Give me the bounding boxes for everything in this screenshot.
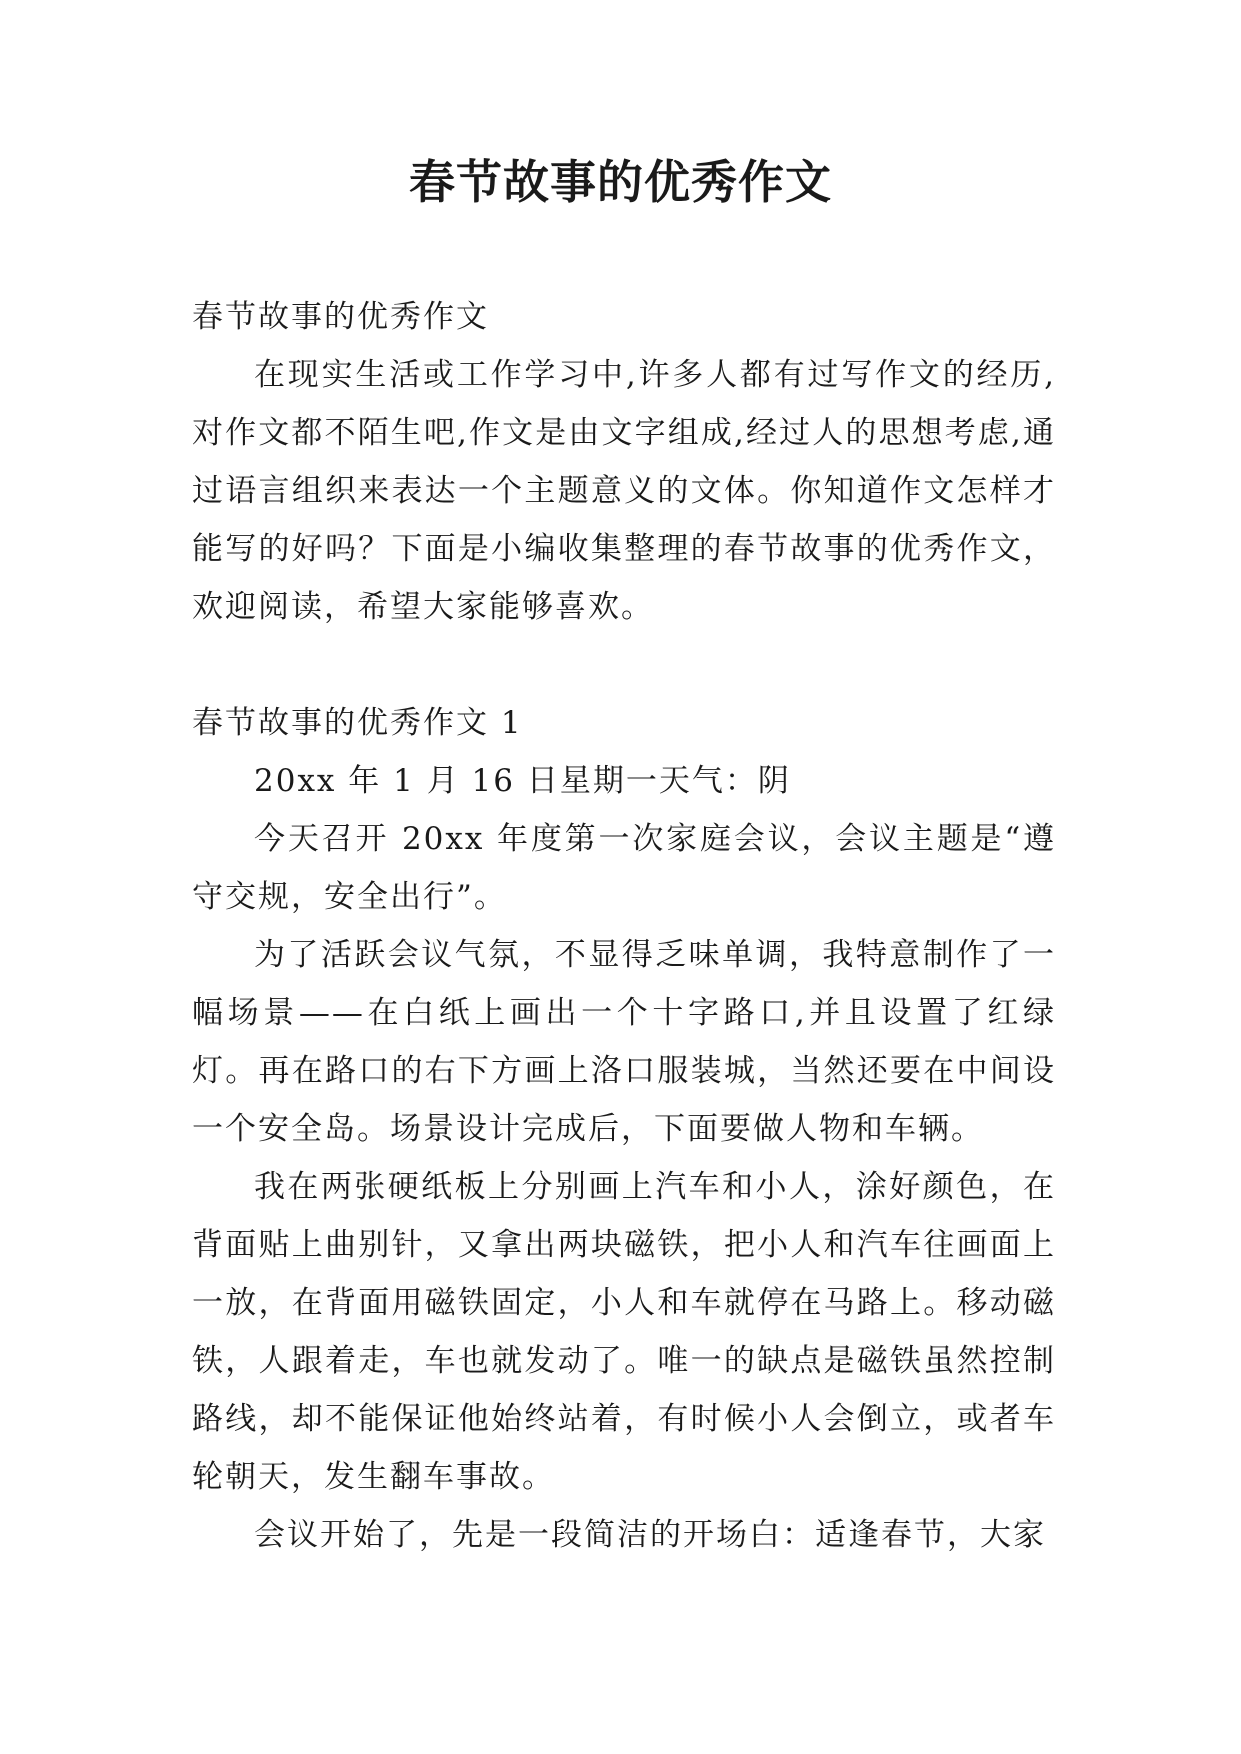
document-title: 春节故事的优秀作文 <box>409 155 832 209</box>
section-spacer <box>192 636 1056 694</box>
section-1-paragraph: 我在两张硬纸板上分别画上汽车和小人，涂好颜色，在背面贴上曲别针，又拿出两块磁铁，把小人和汽车往画面上一放，在背面用磁铁固定，小人和车就停在马路上。移动磁铁，人跟着走，车也就发动了。唯一的缺点是磁铁虽然控制路线，却不能保证他始终站着，有时候小人会倒立，或者车轮朝天，发生翻车事故。 <box>192 1169 1056 1495</box>
intro-paragraph: 在现实生活或工作学习中,许多人都有过写作文的经历,对作文都不陌生吧,作文是由文字组成,经过人的思想考虑,通过语言组织来表达一个主题意义的文体。你知道作文怎样才能写的好吗？下面是小编收集整理的春节故事的优秀作文，欢迎阅读，希望大家能够喜欢。 <box>192 357 1056 625</box>
section-1-paragraph: 为了活跃会议气氛，不显得乏味单调，我特意制作了一幅场景——在白纸上画出一个十字路口,并且设置了红绿灯。再在路口的右下方画上洛口服装城，当然还要在中间设一个安全岛。场景设计完成后，下面要做人物和车辆。 <box>192 937 1056 1147</box>
intro-heading: 春节故事的优秀作文 <box>192 299 489 335</box>
section-1-heading: 春节故事的优秀作文 1 <box>192 705 523 741</box>
section-1-date-line: 20xx 年 1 月 16 日星期一天气：阴 <box>254 763 791 799</box>
document-body <box>192 288 1056 1564</box>
section-1-paragraph: 会议开始了，先是一段简洁的开场白：适逢春节，大家 <box>254 1517 1046 1553</box>
section-1-paragraph: 今天召开 20xx 年度第一次家庭会议，会议主题是“遵守交规，安全出行”。 <box>192 821 1056 915</box>
